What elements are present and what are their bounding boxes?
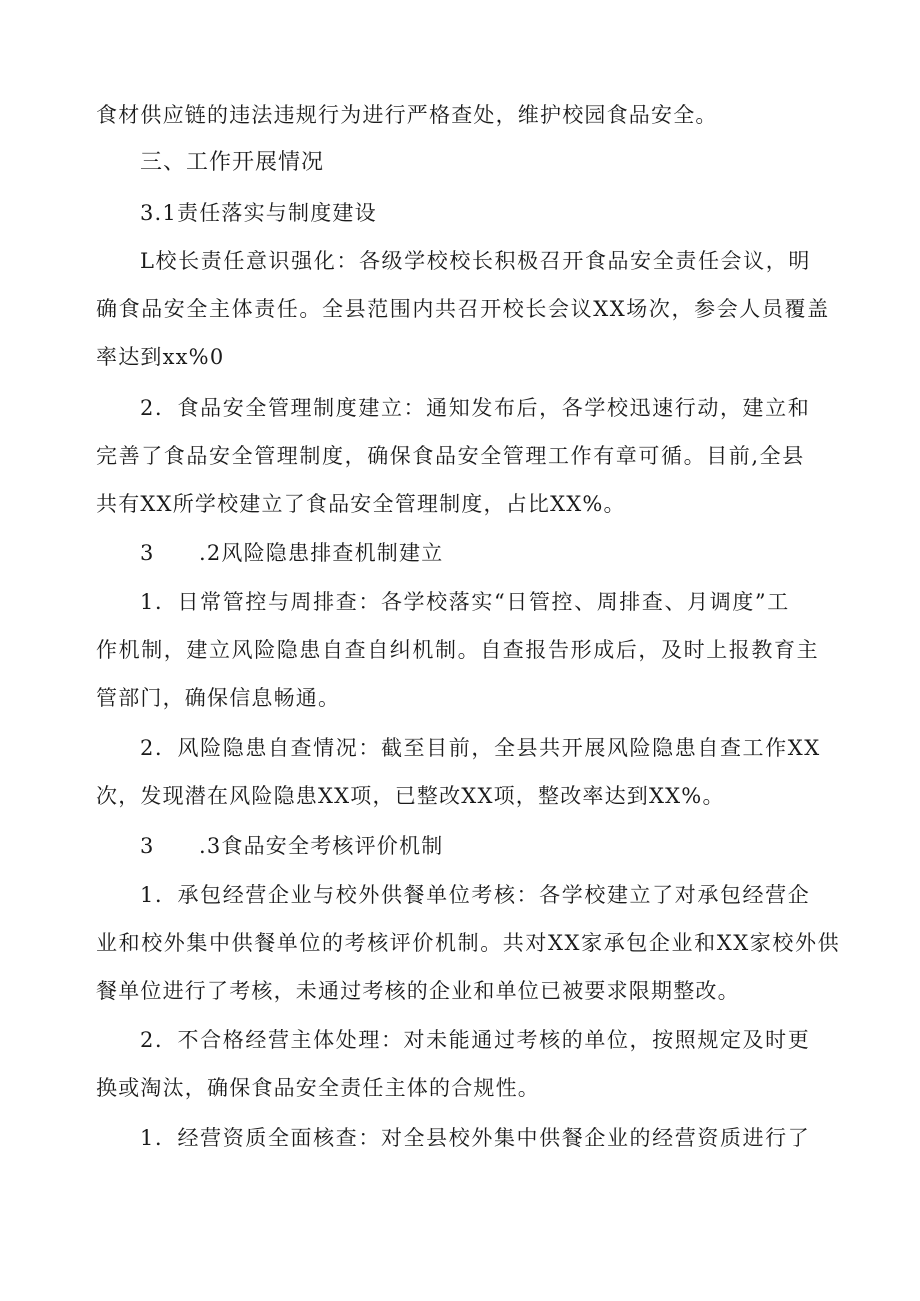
paragraph-line: 1．日常管控与周排查：各学校落实“日管控、周排查、月调度”工: [140, 590, 790, 614]
paragraph-line: 2．风险隐患自查情况：截至目前，全县共开展风险隐患自查工作XX: [140, 736, 821, 760]
paragraph-line: 1．经营资质全面核查：对全县校外集中供餐企业的经营资质进行了: [140, 1126, 811, 1150]
paragraph-line: 次，发现潜在风险隐患XX项，已整改XX项，整改率达到XX%。: [96, 784, 725, 808]
paragraph-line: L校长责任意识强化：各级学校校长积极召开食品安全责任会议，明: [140, 249, 811, 273]
subsection-heading: 3 .3食品安全考核评价机制: [140, 834, 444, 858]
paragraph-line: 作机制，建立风险隐患自查自纠机制。自查报告形成后，及时上报教育主: [96, 638, 820, 662]
paragraph-line: 管部门，确保信息畅通。: [96, 686, 341, 710]
paragraph-line: 换或淘汰，确保食品安全责任主体的合规性。: [96, 1076, 540, 1100]
paragraph-line: 食材供应链的违法违规行为进行严格查处，维护校园食品安全。: [96, 103, 718, 127]
paragraph-line: 确食品安全主体责任。全县范围内共召开校长会议XX场次，参会人员覆盖: [96, 297, 830, 321]
paragraph-line: 完善了食品安全管理制度，确保食品安全管理工作有章可循。目前,全县: [96, 444, 805, 468]
subsection-heading: 3 .2风险隐患排查机制建立: [140, 541, 444, 565]
paragraph-line: 共有XX所学校建立了食品安全管理制度，占比XX%。: [96, 492, 626, 516]
paragraph-line: 率达到xx%0: [96, 345, 225, 369]
section-heading: 三、工作开展情况: [140, 150, 325, 175]
paragraph-line: 餐单位进行了考核，未通过考核的企业和单位已被要求限期整改。: [96, 979, 740, 1003]
paragraph-line: 2．食品安全管理制度建立：通知发布后，各学校迅速行动，建立和: [140, 396, 811, 420]
paragraph-line: 业和校外集中供餐单位的考核评价机制。共对XX家承包企业和XX家校外供: [96, 931, 841, 955]
paragraph-line: 1．承包经营企业与校外供餐单位考核：各学校建立了对承包经营企: [140, 883, 811, 907]
paragraph-line: 2．不合格经营主体处理：对未能通过考核的单位，按照规定及时更: [140, 1028, 811, 1052]
subsection-heading: 3.1责任落实与制度建设: [140, 201, 377, 225]
